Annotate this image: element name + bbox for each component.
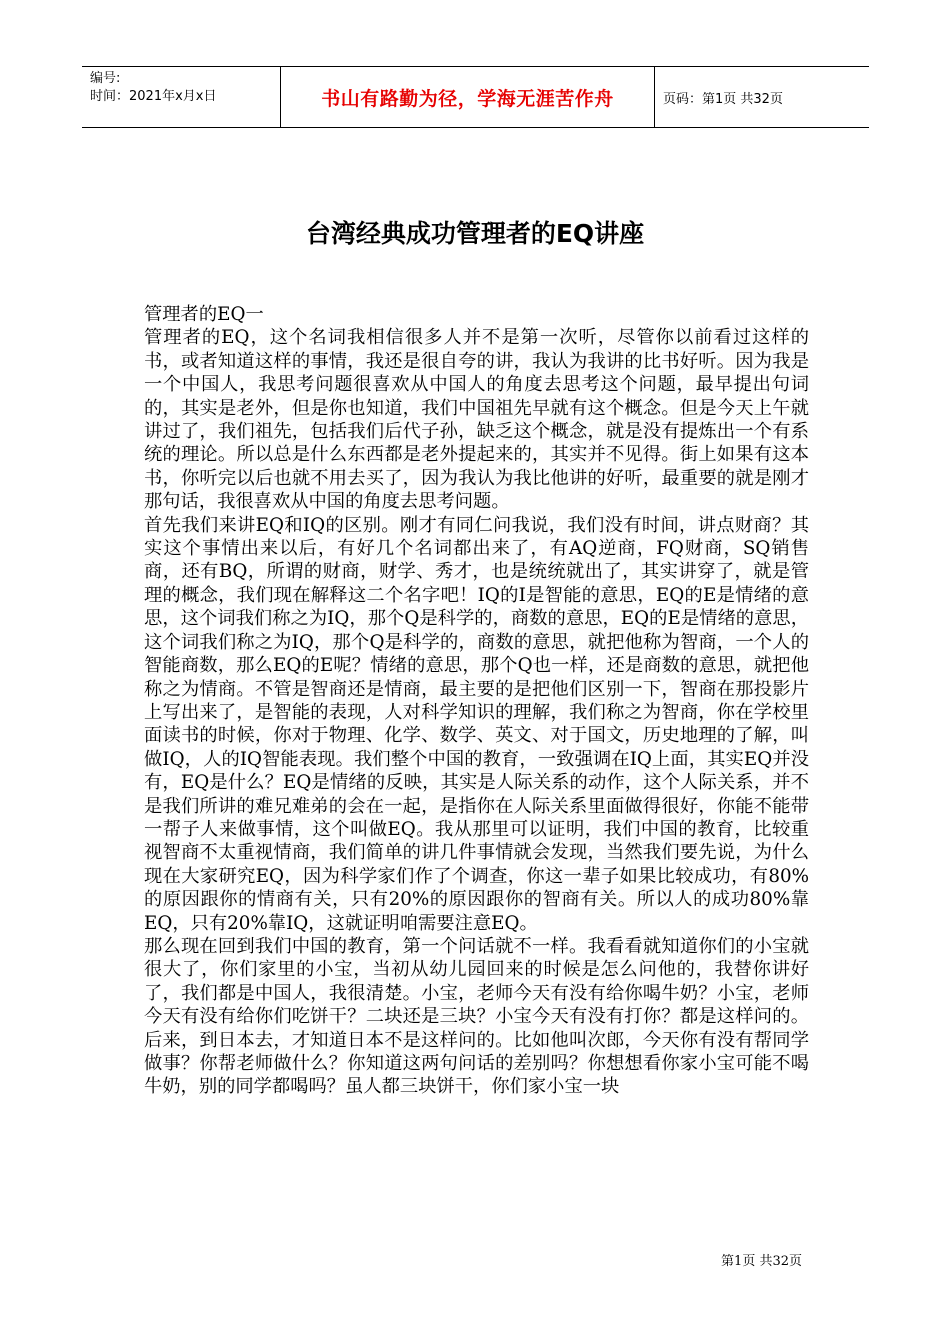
body-paragraph: 管理者的EQ一 [144,304,264,325]
body-paragraph: 首先我们来讲EQ和IQ的区别。刚才有同仁问我说，我们没有时间，讲点财商？其实这个事情出来以后，有好几个名词都出来了，有AQ逆商，FQ财商，SQ销售商，还有BQ，所谓的财商，财学、秀才，也是统统就出了，其实讲穿了，就是管理的概念，我们现在解释这二个名字吧！IQ的I是智能的意思，EQ的E是情绪的意思，这个词我们称之为IQ，那个Q是科学的，商数的意思，EQ的E是情绪的意思，这个词我们称之为IQ，那个Q是科学的，商数的意思，就把他称为智商，一个人的智能商数，那么EQ的E呢？情绪的意思，那个Q也一样，还是商数的意思，就把他称之为情商。不管是智商还是情商，最主要的是把他们区别一下，智商在那投影片上写出来了，是智能的表现，人对科学知识的理解，我们称之为智商，你在学校里面读书的时候，你对于物理、化学、数学、英文、对于国文，历史地理的了解，叫做IQ，人的IQ智能表现。我们整个中国的教育，一致强调在IQ上面，其实EQ并没有，EQ是什么？EQ是情绪的反映，其实是人际关系的动作，这个人际关系，并不是我们所讲的难兄难弟的会在一起，是指你在人际关系里面做得很好，你能不能带一帮子人来做事情，这个叫做EQ。我从那里可以证明，我们中国的教育，比较重视智商不太重视情商，我们简单的讲几件事情就会发现，当然我们要先说，为什么现在大家研究EQ，因为科学家们作了个调查，你这一辈子如果比较成功，有80%的原因跟你的情商有关，只有20%的原因跟你的智商有关。所以人的成功80%靠EQ，只有20%靠IQ，这就证明咱需要注意EQ。 [144,514,809,934]
page-footer: 第1页 共32页 [721,1254,802,1269]
header-meta [82,67,281,127]
header-motto-cell [281,67,655,127]
page-header [82,66,869,128]
body-paragraph: 管理者的EQ，这个名词我相信很多人并不是第一次听，尽管你以前看过这样的书，或者知道这样的事情，我还是很自夸的讲，我认为我讲的比书好听。因为我是一个中国人，我思考问题很喜欢从中国人的角度去思考这个问题，最早提出句词的，其实是老外，但是你也知道，我们中国祖先早就有这个概念。但是今天上午就讲过了，我们祖先，包括我们后代子孙，缺乏这个概念，就是没有提炼出一个有系统的理论。所以总是什么东西都是老外提起来的，其实并不见得。街上如果有这本书，你听完以后也就不用去买了，因为我认为我比他讲的好听，最重要的就是刚才那句话，我很喜欢从中国的角度去思考问题。 [144,327,809,513]
body-paragraph: 那么现在回到我们中国的教育，第一个问话就不一样。我看看就知道你们的小宝就很大了，你们家里的小宝，当初从幼儿园回来的时候是怎么问他的，我替你讲好了，我们都是中国人，我很清楚。小宝，老师今天有没有给你喝牛奶？小宝，老师今天有没有给你们吃饼干？二块还是三块？小宝今天有没有打你？都是这样问的。后来，到日本去，才知道日本不是这样问的。比如他叫次郎，今天你有没有帮同学做事？你帮老师做什么？你知道这两句问话的差别吗？你想想看你家小宝可能不喝牛奶，别的同学都喝吗？虽人都三块饼干，你们家小宝一块 [144,935,809,1098]
header-page-info-cell [655,67,869,127]
document-body [144,303,809,1099]
document-title: 台湾经典成功管理者的EQ讲座 [305,219,645,248]
document-date: 时间：2021年x月x日 [90,89,217,104]
header-motto: 书山有路勤为径，学海无涯苦作舟 [321,87,614,110]
header-page-info: 页码：第1页 共32页 [663,91,783,107]
document-number-label: 编号: [90,71,121,86]
